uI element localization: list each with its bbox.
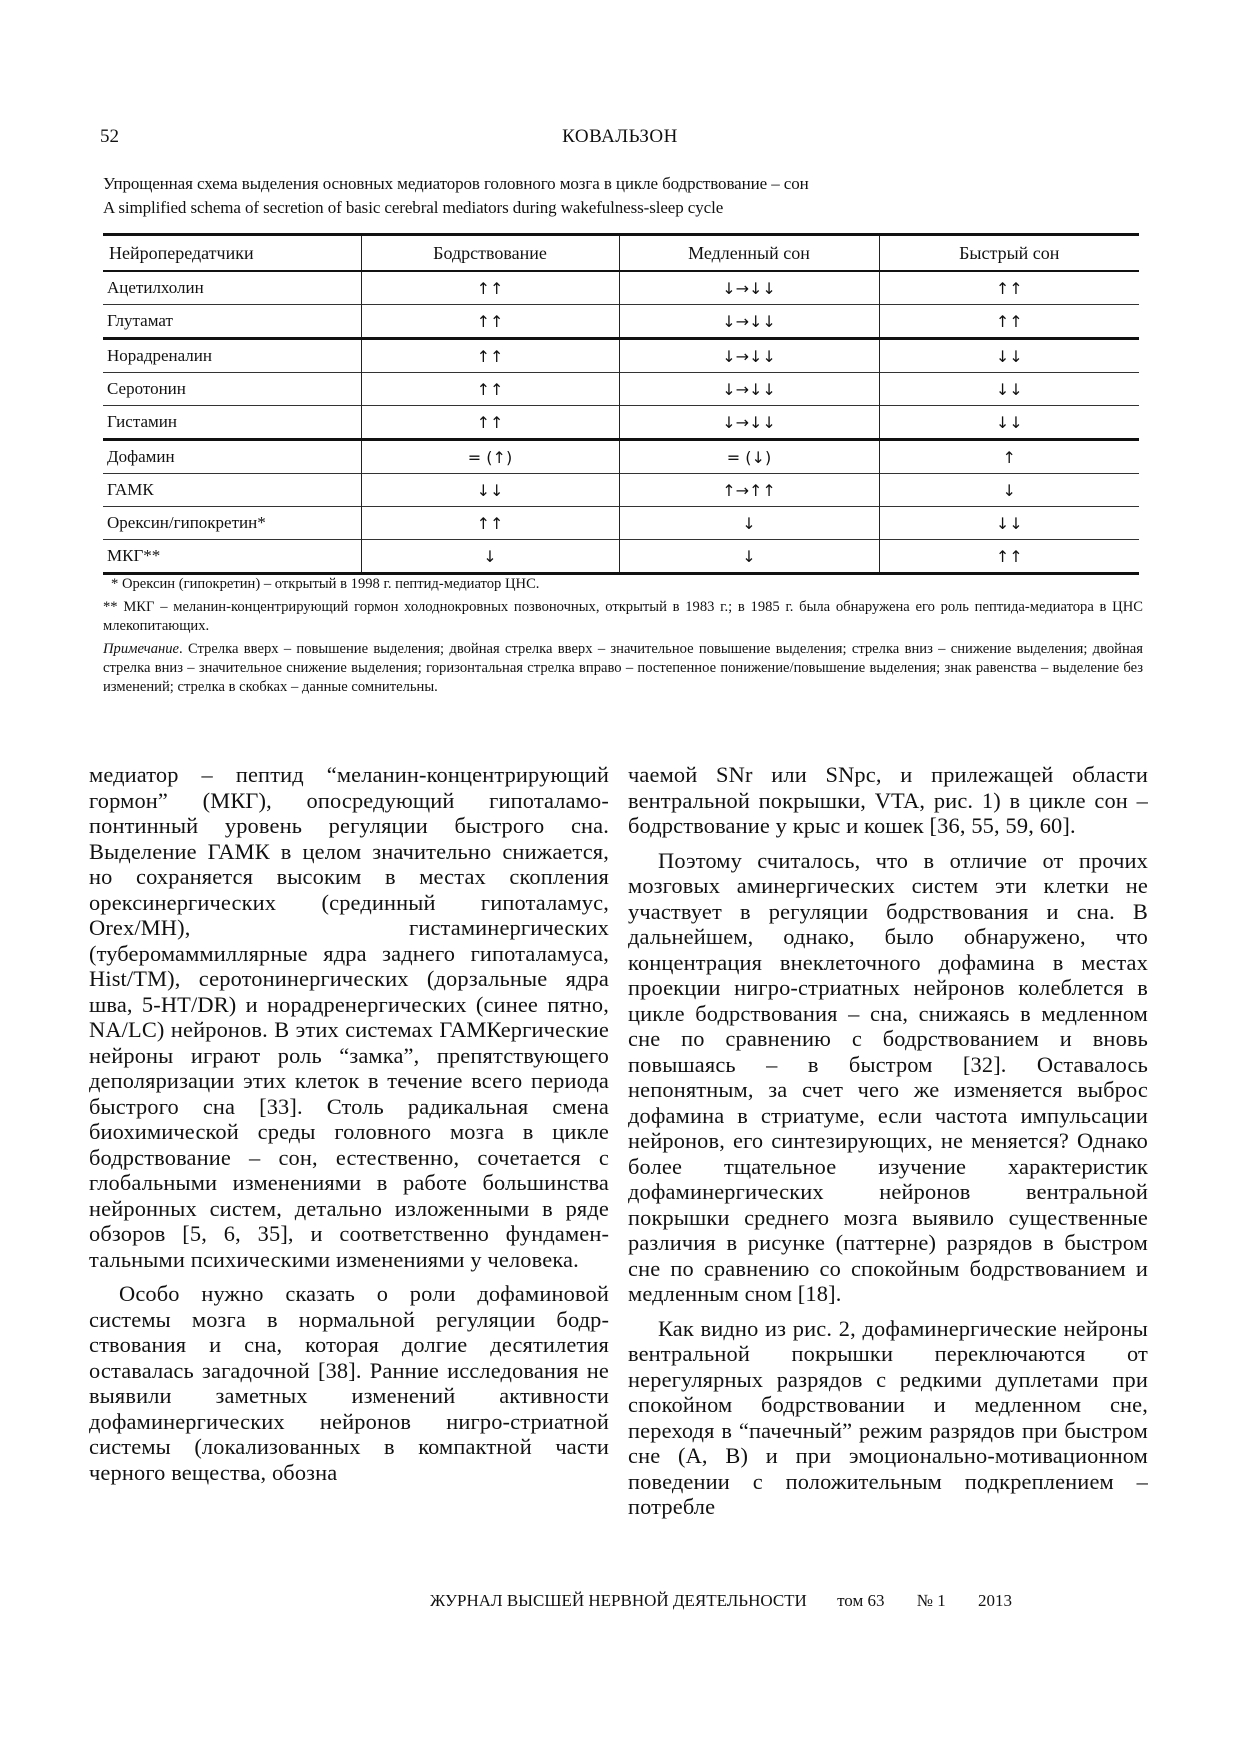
journal-year: 2013: [977, 1591, 1012, 1610]
slow-sleep-value: = (↓): [619, 440, 879, 474]
slow-sleep-value: ↑→↑↑: [619, 474, 879, 507]
running-head-author: КОВАЛЬЗОН: [562, 126, 678, 147]
wake-value: ↓: [361, 540, 619, 574]
table-row: [103, 540, 1139, 574]
mediator-name: Серотонин: [107, 379, 186, 398]
slow-sleep-value: ↓→↓↓: [619, 271, 879, 305]
rem-sleep-value: ↑: [879, 440, 1139, 474]
footnote-mch: ** МКГ – меланин-концентрирующий гормон холоднокровных позвоночных, открытый в 1983 г.; в 1985 г. была обнаружена его роль пептида-медиатора в ЦНС млекопитающих.: [103, 599, 1143, 634]
column-header-wakefulness: Бодрствование: [361, 235, 619, 272]
mediator-name: Орексин/гипокретин*: [107, 513, 266, 532]
mediator-name: Глутамат: [107, 311, 173, 330]
table-caption-en: A simplified schema of secretion of basic cerebral mediators during wakefulness-sleep cycle: [103, 198, 724, 217]
table-row: [103, 406, 1139, 440]
slow-sleep-value: ↓→↓↓: [619, 406, 879, 440]
note-text: . Стрелка вверх – повышение выделения; двойная стрелка вверх – значительное повышение выделения; стрелка вниз – снижение выделения; двойная стрелка вниз – значительное снижение выделения; горизонтальная стрелка вправо – постепенное понижение/повышение выделения; знак равенства – выделение без изменений; стрелка в скобках – данные сомнительны.: [103, 641, 1143, 695]
wake-value: ↑↑: [361, 305, 619, 339]
mediator-name: ГАМК: [107, 480, 154, 499]
journal-footer: [430, 1590, 1150, 1612]
journal-name: ЖУРНАЛ ВЫСШЕЙ НЕРВНОЙ ДЕЯТЕЛЬНОСТИ: [430, 1591, 807, 1610]
table-row: [103, 373, 1139, 406]
paragraph: медиатор – пептид “меланин-концентрирующий гормон” (МКГ), опосредующий гипоталамо-понтинный уровень регуляции быстрого сна. Выделение ГАМК в целом значительно снижается, но сохраняется высоким в местах скопления орексинергических (срединный гипоталамус, Orex/MH), гистаминергических (туберомаммиллярные ядра заднего гипоталамуса, Hist/TM), серотонинергических (дорзальные ядра шва, 5-HT/DR) и норадренергических (синее пятно, NA/LC) нейронов. В этих системах ГАМКергические нейроны играют роль “замка”, препятствующего деполяризации этих клеток в течение всего периода быстрого сна [33]. Столь радикальная смена биохимической среды головного мозга в цикле бодрствование – сон, естественно, сочетается с глобальными изменениями в работе большинства нейронных систем, детально изложенными в ряде обзоров [5, 6, 35], и соответственно фундаментальными психическими изменениями у человека.: [89, 762, 609, 1272]
paragraph: Особо нужно сказать о роли дофаминовой системы мозга в нормальной регуляции бодрствования и сна, которая долгие десятилетия оставалась загадочной [38]. Ранние исследования не выявили заметных изменений активности дофаминергических нейронов нигро-стриатной системы (локализованных в компактной части черного вещества, обозна: [89, 1281, 609, 1485]
table-row: [103, 339, 1139, 373]
wake-value: = (↑): [361, 440, 619, 474]
rem-sleep-value: ↓↓: [879, 339, 1139, 373]
journal-issue: № 1: [916, 1591, 946, 1610]
mediators-table: [103, 233, 1139, 575]
table-caption: [103, 172, 1143, 220]
rem-sleep-value: ↓: [879, 474, 1139, 507]
rem-sleep-value: ↓↓: [879, 373, 1139, 406]
footnote-orexin: * Орексин (гипокретин) – открытый в 1998 г. пептид-медиатор ЦНС.: [111, 576, 540, 592]
paragraph: Поэтому считалось, что в отличие от прочих мозговых аминергических систем эти клетки не участвует в регуляции бодрствования и сна. В дальнейшем, однако, было обнаружено, что концентрация внеклеточного дофамина в местах проекции нигро-стриатных нейронов колеблется в цикле бодрствования – сна, снижаясь в медленном сне по сравнению с бодрствованием и вновь повышаясь – в быстром [32]. Оставалось непонятным, за счет чего же изменяется выброс дофамина в стриатуме, если частота импульсации нейронов, его синтезирующих, не меняется? Однако более тщательное изучение характеристик дофаминергических нейронов вентральной покрышки среднего мозга выявило существенные различия в рисунке (паттерне) разрядов в быстром сне по сравнению со спокойным бодрствованием и медленным сном [18].: [628, 847, 1148, 1306]
journal-volume: том 63: [837, 1591, 885, 1610]
slow-sleep-value: ↓: [619, 507, 879, 540]
page-number: 52: [100, 126, 119, 147]
table-header-row: [103, 235, 1139, 272]
wake-value: ↑↑: [361, 271, 619, 305]
rem-sleep-value: ↓↓: [879, 406, 1139, 440]
body-column-left: [89, 762, 609, 1494]
table-row: [103, 474, 1139, 507]
column-header-rem-sleep: Быстрый сон: [879, 235, 1139, 272]
rem-sleep-value: ↑↑: [879, 305, 1139, 339]
column-header-slow-sleep: Медленный сон: [619, 235, 879, 272]
table-note: [103, 640, 1143, 697]
wake-value: ↑↑: [361, 507, 619, 540]
rem-sleep-value: ↑↑: [879, 540, 1139, 574]
table-row: [103, 440, 1139, 474]
body-column-right: [628, 762, 1148, 1529]
slow-sleep-value: ↓→↓↓: [619, 373, 879, 406]
table-row: [103, 507, 1139, 540]
table-caption-ru: Упрощенная схема выделения основных медиаторов головного мозга в цикле бодрствование – сон: [103, 174, 809, 193]
rem-sleep-value: ↑↑: [879, 271, 1139, 305]
table-row: [103, 305, 1139, 339]
note-label: Примечание: [103, 641, 180, 657]
table-footnotes: [103, 575, 1143, 701]
mediator-name: МКГ**: [107, 546, 161, 565]
wake-value: ↓↓: [361, 474, 619, 507]
wake-value: ↑↑: [361, 339, 619, 373]
wake-value: ↑↑: [361, 373, 619, 406]
table-row: [103, 271, 1139, 305]
slow-sleep-value: ↓→↓↓: [619, 305, 879, 339]
mediator-name: Ацетилхолин: [107, 278, 204, 297]
paragraph: Как видно из рис. 2, дофаминергические нейроны вентральной покрышки переключаются от нерегулярных разрядов с редкими дуплетами при спокойном бодрствовании и медленном сне, переходя в “пачечный” режим разрядов при быстром сне (A, B) и при эмоционально-мотивационном поведении с положительным подкреплением – потребле: [628, 1315, 1148, 1519]
slow-sleep-value: ↓→↓↓: [619, 339, 879, 373]
rem-sleep-value: ↓↓: [879, 507, 1139, 540]
mediator-name: Дофамин: [107, 447, 175, 466]
wake-value: ↑↑: [361, 406, 619, 440]
paragraph: чаемой SNr или SNpc, и прилежащей области вентральной покрышки, VTA, рис. 1) в цикле сон – бодрствование у крыс и кошек [36, 55, 59, 60].: [628, 762, 1148, 838]
column-header-neurotransmitters: Нейропередатчики: [109, 242, 254, 263]
mediator-name: Гистамин: [107, 412, 177, 431]
slow-sleep-value: ↓: [619, 540, 879, 574]
mediator-name: Норадреналин: [107, 346, 212, 365]
